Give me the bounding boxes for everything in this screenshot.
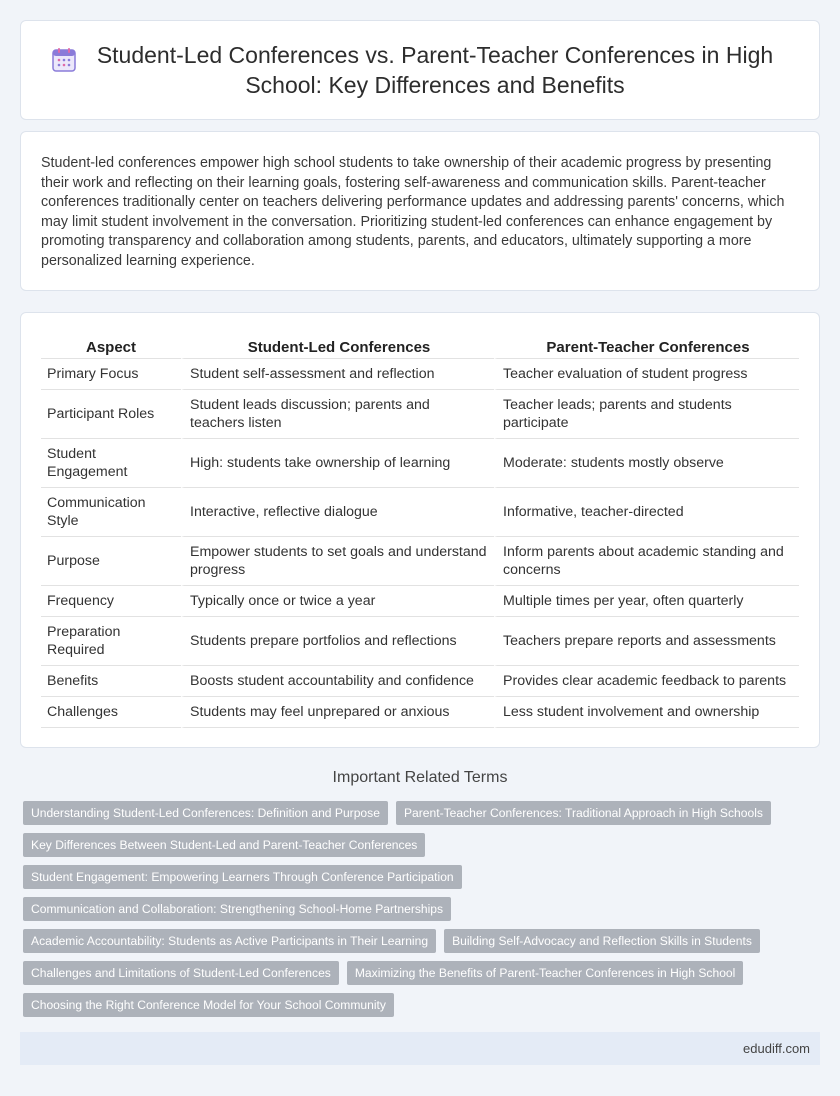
aspect-cell: Primary Focus (41, 359, 181, 390)
related-term-tag[interactable]: Understanding Student-Led Conferences: Definition and Purpose (23, 801, 388, 825)
page-title: Student-Led Conferences vs. Parent-Teacher Conferences in High School: Key Differences and Benefits (96, 42, 774, 98)
table-row (41, 697, 799, 728)
intro-card (20, 131, 820, 291)
related-term-tag[interactable]: Student Engagement: Empowering Learners Through Conference Participation (23, 865, 462, 889)
related-term-tag[interactable]: Communication and Collaboration: Strengthening School-Home Partnerships (23, 897, 451, 921)
parent-teacher-cell: Teachers prepare reports and assessments (494, 617, 799, 666)
parent-teacher-cell: Inform parents about academic standing and concerns (494, 537, 799, 586)
related-term-tag[interactable]: Academic Accountability: Students as Active Participants in Their Learning (23, 929, 436, 953)
table-header-row (41, 333, 799, 359)
aspect-cell: Student Engagement (41, 439, 181, 488)
header-parent-teacher: Parent-Teacher Conferences (494, 333, 799, 359)
parent-teacher-cell: Provides clear academic feedback to parents (494, 666, 799, 697)
aspect-cell: Preparation Required (41, 617, 181, 666)
related-term-tag[interactable]: Choosing the Right Conference Model for Your School Community (23, 993, 394, 1017)
related-term-tag[interactable]: Maximizing the Benefits of Parent-Teacher Conferences in High School (347, 961, 743, 985)
student-led-cell: Empower students to set goals and understand progress (181, 537, 494, 586)
table-row (41, 359, 799, 390)
aspect-cell: Participant Roles (41, 390, 181, 439)
related-term-tag[interactable]: Parent-Teacher Conferences: Traditional Approach in High Schools (396, 801, 771, 825)
student-led-cell: Interactive, reflective dialogue (181, 488, 494, 537)
table-row (41, 488, 799, 537)
table-row (41, 586, 799, 617)
footer (20, 1032, 820, 1065)
parent-teacher-cell: Multiple times per year, often quarterly (494, 586, 799, 617)
related-term-tag[interactable]: Challenges and Limitations of Student-Led Conferences (23, 961, 339, 985)
related-term-tag[interactable]: Building Self-Advocacy and Reflection Skills in Students (444, 929, 760, 953)
footer-site-link[interactable]: edudiff.com (743, 1041, 810, 1056)
student-led-cell: Typically once or twice a year (181, 586, 494, 617)
header-aspect: Aspect (41, 333, 181, 359)
comparison-table (41, 333, 799, 728)
aspect-cell: Frequency (41, 586, 181, 617)
related-term-tag[interactable]: Key Differences Between Student-Led and Parent-Teacher Conferences (23, 833, 425, 857)
comparison-table-card (20, 312, 820, 748)
aspect-cell: Purpose (41, 537, 181, 586)
header-student-led: Student-Led Conferences (181, 333, 494, 359)
table-row (41, 439, 799, 488)
student-led-cell: Student self-assessment and reflection (181, 359, 494, 390)
student-led-cell: Students prepare portfolios and reflections (181, 617, 494, 666)
table-row (41, 666, 799, 697)
title-wrap (21, 21, 819, 119)
related-terms-list (23, 801, 803, 1017)
table-row (41, 617, 799, 666)
title-card (20, 20, 820, 120)
parent-teacher-cell: Teacher leads; parents and students participate (494, 390, 799, 439)
aspect-cell: Benefits (41, 666, 181, 697)
aspect-cell: Challenges (41, 697, 181, 728)
parent-teacher-cell: Moderate: students mostly observe (494, 439, 799, 488)
student-led-cell: Boosts student accountability and confidence (181, 666, 494, 697)
intro-paragraph: Student-led conferences empower high school students to take ownership of their academic progress by presenting their work and reflecting on their learning goals, fostering self-awareness and communication skills. Parent-teacher conferences traditionally center on teachers delivering performance updates and addressing parents' concerns, which may limit student involvement in the conversation. Prioritizing student-led conferences can enhance engagement by promoting transparency and collaboration among students, parents, and educators, ultimately supporting a more personalized learning experience. (41, 155, 785, 269)
parent-teacher-cell: Less student involvement and ownership (494, 697, 799, 728)
student-led-cell: Student leads discussion; parents and teachers listen (181, 390, 494, 439)
student-led-cell: Students may feel unprepared or anxious (181, 697, 494, 728)
parent-teacher-cell: Teacher evaluation of student progress (494, 359, 799, 390)
aspect-cell: Communication Style (41, 488, 181, 537)
table-row (41, 390, 799, 439)
student-led-cell: High: students take ownership of learning (181, 439, 494, 488)
related-terms-heading: Important Related Terms (332, 769, 508, 786)
parent-teacher-cell: Informative, teacher-directed (494, 488, 799, 537)
table-row (41, 537, 799, 586)
